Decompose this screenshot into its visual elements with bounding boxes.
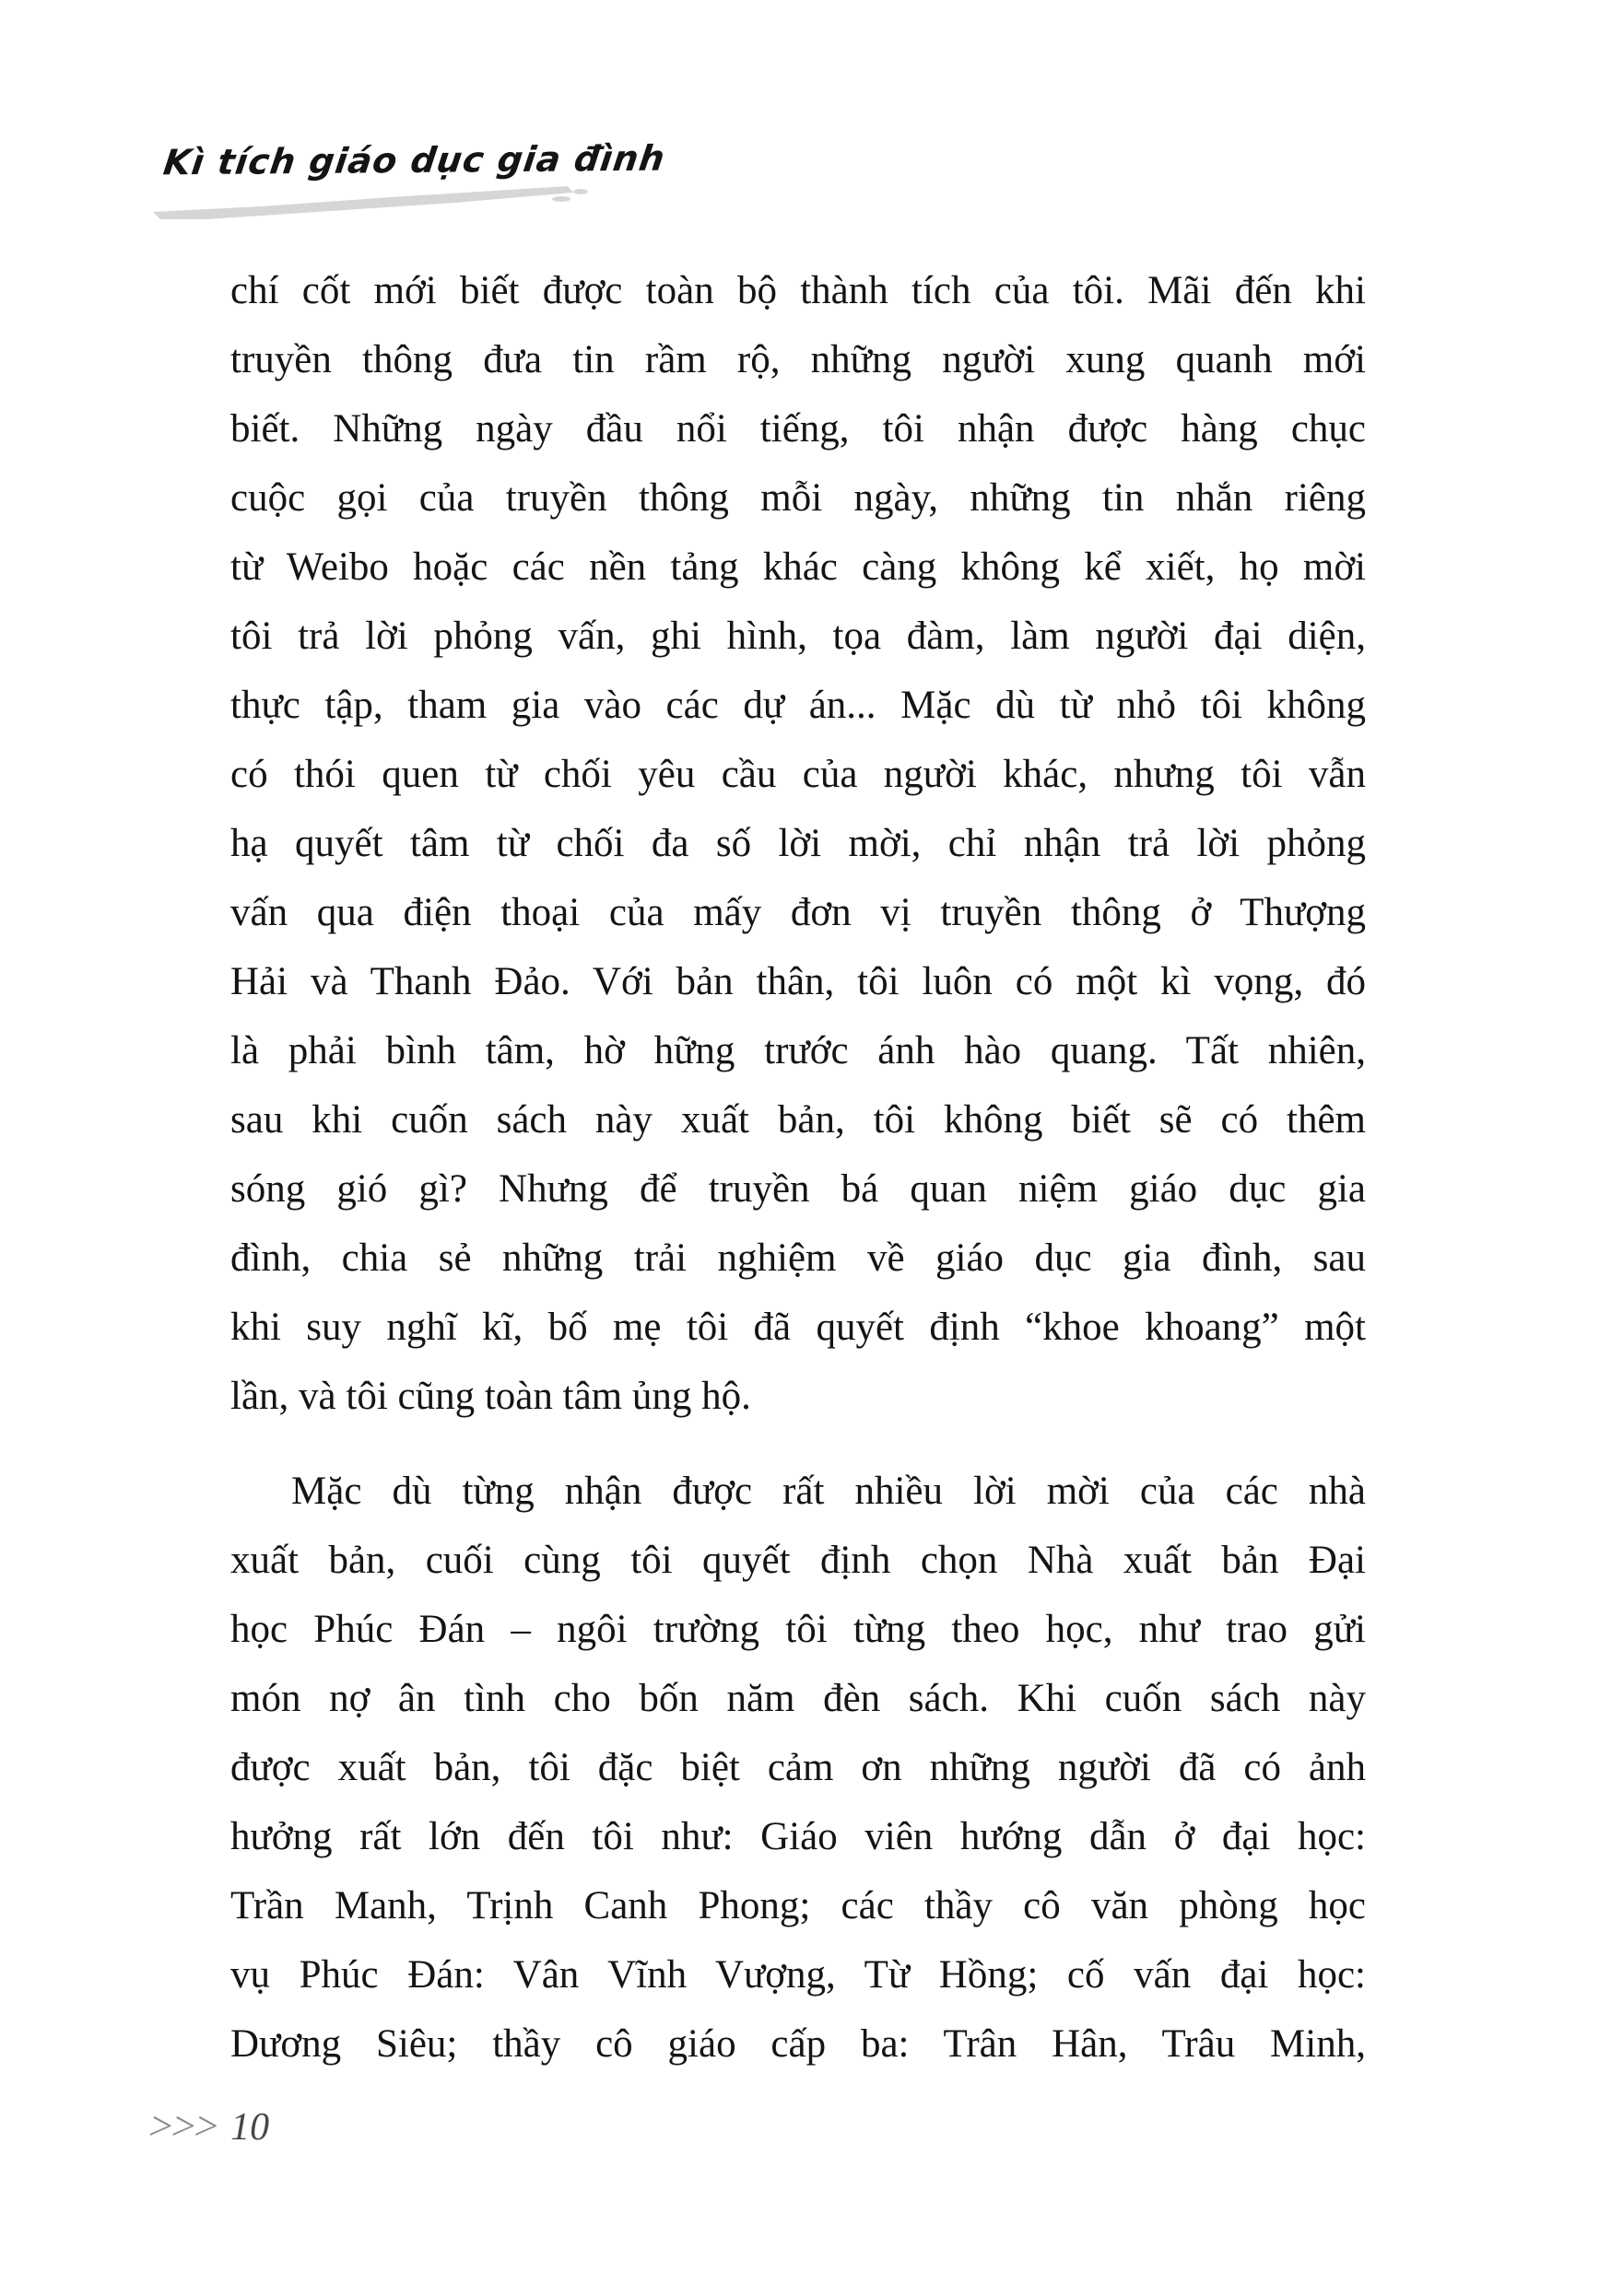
text-line: hưởng rất lớn đến tôi như: Giáo viên hướng dẫn ở đại học: [230, 1815, 1366, 1858]
brush-underline-decoration [151, 184, 594, 225]
text-line: truyền thông đưa tin rầm rộ, những người xung quanh mới [230, 338, 1366, 381]
text-line: đình, chia sẻ những trải nghiệm về giáo dục gia đình, sau [230, 1236, 1366, 1280]
paragraph [230, 256, 1366, 1431]
page-footer [142, 2103, 270, 2150]
text-line: biết. Những ngày đầu nổi tiếng, tôi nhận được hàng chục [230, 407, 1366, 451]
paragraph [230, 1457, 1366, 2079]
text-line: xuất bản, cuối cùng tôi quyết định chọn Nhà xuất bản Đại [230, 1539, 1366, 1582]
text-line: Dương Siêu; thầy cô giáo cấp ba: Trân Hân, Trâu Minh, [230, 2022, 1366, 2066]
footer-chevrons-icon: >>> [142, 2103, 221, 2149]
text-line: vụ Phúc Đán: Vân Vĩnh Vượng, Từ Hồng; cố vấn đại học: [230, 1953, 1366, 1997]
text-line: là phải bình tâm, hờ hững trước ánh hào quang. Tất nhiên, [230, 1029, 1366, 1072]
text-line: hạ quyết tâm từ chối đa số lời mời, chỉ nhận trả lời phỏng [230, 822, 1366, 865]
page-title: Kì tích giáo dục gia đình [160, 137, 668, 183]
text-line: khi suy nghĩ kĩ, bố mẹ tôi đã quyết định “khoe khoang” một [230, 1306, 1366, 1349]
text-line: học Phúc Đán – ngôi trường tôi từng theo học, như trao gửi [230, 1608, 1366, 1651]
page-number: 10 [230, 2106, 270, 2149]
text-line: được xuất bản, tôi đặc biệt cảm ơn những người đã có ảnh [230, 1746, 1366, 1789]
text-line: cuộc gọi của truyền thông mỗi ngày, những tin nhắn riêng [230, 476, 1366, 520]
text-line: Mặc dù từng nhận được rất nhiều lời mời của các nhà [291, 1470, 1366, 1513]
text-line: tôi trả lời phỏng vấn, ghi hình, tọa đàm, làm người đại diện, [230, 615, 1366, 658]
text-line: món nợ ân tình cho bốn năm đèn sách. Khi cuốn sách này [230, 1677, 1366, 1720]
running-head [160, 137, 668, 223]
text-line: thực tập, tham gia vào các dự án... Mặc dù từ nhỏ tôi không [230, 684, 1366, 727]
page-body [230, 256, 1366, 2079]
text-line: từ Weibo hoặc các nền tảng khác càng không kể xiết, họ mời [230, 545, 1366, 589]
text-line: sóng gió gì? Nhưng để truyền bá quan niệm giáo dục gia [230, 1167, 1366, 1211]
text-line: vấn qua điện thoại của mấy đơn vị truyền thông ở Thượng [230, 891, 1366, 934]
text-line: có thói quen từ chối yêu cầu của người khác, nhưng tôi vẫn [230, 753, 1366, 796]
text-line: lần, và tôi cũng toàn tâm ủng hộ. [230, 1375, 751, 1418]
text-line: Trần Manh, Trịnh Canh Phong; các thầy cô văn phòng học [230, 1884, 1366, 1927]
text-line: chí cốt mới biết được toàn bộ thành tích của tôi. Mãi đến khi [230, 269, 1366, 312]
text-line: sau khi cuốn sách này xuất bản, tôi không biết sẽ có thêm [230, 1098, 1366, 1142]
text-line: Hải và Thanh Đảo. Với bản thân, tôi luôn có một kì vọng, đó [230, 960, 1366, 1003]
